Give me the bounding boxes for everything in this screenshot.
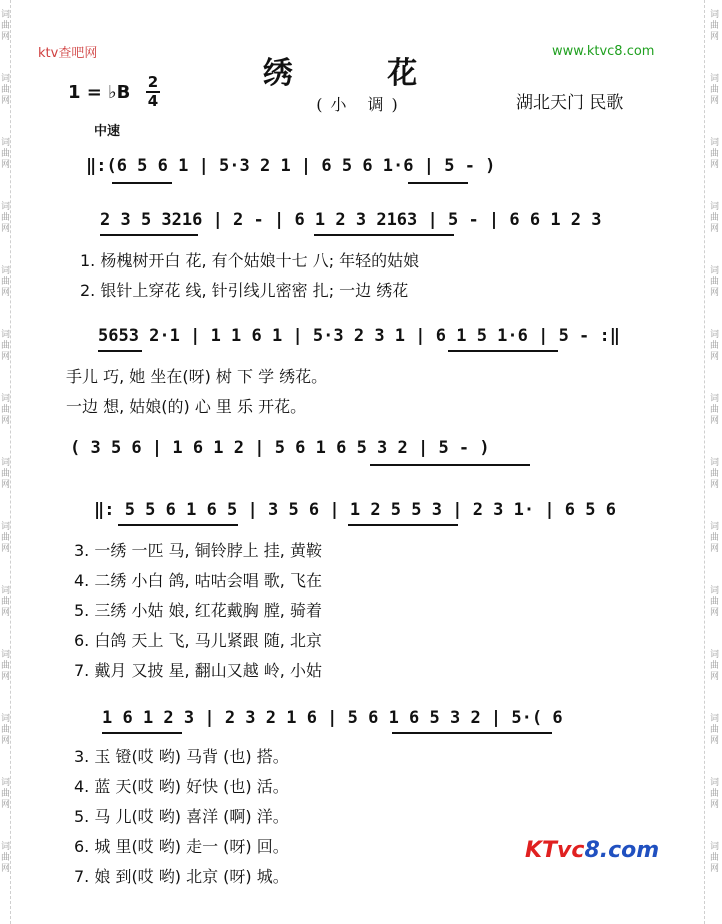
edge-watermark-text: 词曲网 <box>1 330 11 362</box>
beam-line <box>118 524 238 526</box>
edge-watermark-text: 词曲网 <box>710 266 720 298</box>
logo-text-a: KTvc <box>525 838 585 863</box>
left-edge-column <box>10 0 25 924</box>
edge-watermark-text: 词曲网 <box>710 330 720 362</box>
score-row-1-notes: ‖:(6 5 6 1 | 5·3 2 1 | 6 5 6 1·6 | 5 - ) <box>86 156 496 176</box>
lyric-verse-1-row-2: 1. 杨槐树开白 花, 有个姑娘十七 八; 年轻的姑娘 <box>80 251 420 270</box>
edge-watermark-text: 词曲网 <box>710 138 720 170</box>
beam-line <box>314 234 454 236</box>
edge-watermark-text: 词曲网 <box>1 778 11 810</box>
edge-watermark-text: 词曲网 <box>710 714 720 746</box>
beam-line <box>100 234 198 236</box>
edge-watermark-text: 词曲网 <box>710 522 720 554</box>
watermark-left: ktv查吧网 <box>38 46 98 61</box>
edge-watermark-text: 词曲网 <box>710 202 720 234</box>
lyric-verse-5-row-6: 5. 马 儿(哎 哟) 喜洋 (啊) 洋。 <box>74 807 289 826</box>
lyric-verse-3-row-5: 3. 一绣 一匹 马, 铜铃脖上 挂, 黄鞍 <box>74 541 322 560</box>
edge-watermark-text: 词曲网 <box>1 842 11 874</box>
edge-watermark-text: 词曲网 <box>1 138 11 170</box>
key-signature: 1 = ♭B <box>68 82 131 103</box>
edge-watermark-text: 词曲网 <box>1 714 11 746</box>
beam-line <box>98 350 142 352</box>
edge-watermark-text: 词曲网 <box>1 266 11 298</box>
score-row-5-notes: ‖: 5 5 6 1 6 5 | 3 5 6 | 1 2 5 5 3 | 2 3 1· | 6 5 6 <box>94 500 616 520</box>
beam-line <box>102 732 182 734</box>
song-title: 绣 花 <box>262 56 460 91</box>
lyric-verse-4-row-6: 4. 蓝 天(哎 哟) 好快 (也) 活。 <box>74 777 289 796</box>
edge-watermark-text: 词曲网 <box>710 842 720 874</box>
beam-line <box>370 464 530 466</box>
edge-watermark-text: 词曲网 <box>710 74 720 106</box>
edge-watermark-text: 词曲网 <box>1 458 11 490</box>
beam-line <box>112 182 172 184</box>
lyric-verse-6-row-5: 6. 白鸽 天上 飞, 马儿紧跟 随, 北京 <box>74 631 322 650</box>
score-row-3-notes: 5653 2·1 | 1 1 6 1 | 5·3 2 3 1 | 6 1 5 1·6 | 5 - :‖ <box>98 326 620 346</box>
lyric-verse-3-row-6: 3. 玉 镫(哎 哟) 马背 (也) 搭。 <box>74 747 289 766</box>
edge-watermark-text: 词曲网 <box>710 458 720 490</box>
lyric-verse-2-row-2: 2. 银针上穿花 线, 针引线儿密密 扎; 一边 绣花 <box>80 281 409 300</box>
meter-top: 2 <box>147 73 159 91</box>
time-signature <box>146 74 160 110</box>
lyric-verse-7-row-5: 7. 戴月 又披 星, 翻山又越 岭, 小姑 <box>74 661 322 680</box>
watermark-right: www.ktvc8.com <box>552 44 655 59</box>
edge-watermark-text: 词曲网 <box>710 394 720 426</box>
beam-line <box>408 182 468 184</box>
edge-watermark-text: 词曲网 <box>1 10 11 42</box>
meter-bottom: 4 <box>147 92 159 110</box>
edge-watermark-text: 词曲网 <box>710 586 720 618</box>
beam-line <box>348 524 458 526</box>
edge-watermark-text: 词曲网 <box>710 10 720 42</box>
lyric-verse-7-row-6: 7. 娘 到(哎 哟) 北京 (呀) 城。 <box>74 867 289 886</box>
beam-line <box>392 732 552 734</box>
lyric-verse-4-row-5: 4. 二绣 小白 鸽, 咕咕会唱 歌, 飞在 <box>74 571 322 590</box>
edge-watermark-text: 词曲网 <box>1 650 11 682</box>
song-subtitle: (小 调) <box>316 95 406 114</box>
score-row-6-notes: 1 6 1 2 3 | 2 3 2 1 6 | 5 6 1 6 5 3 2 | 5·( 6 <box>102 708 563 728</box>
edge-watermark-text: 词曲网 <box>1 74 11 106</box>
edge-watermark-text: 词曲网 <box>710 650 720 682</box>
edge-watermark-text: 词曲网 <box>1 202 11 234</box>
song-origin: 湖北天门 民歌 <box>516 93 624 113</box>
lyric-verse-2-row-3: 一边 想, 姑娘(的) 心 里 乐 开花。 <box>66 397 307 416</box>
edge-watermark-text: 词曲网 <box>710 778 720 810</box>
tempo-marking: 中速 <box>94 124 121 139</box>
site-logo <box>525 838 659 863</box>
logo-text-b: 8.com <box>584 838 660 863</box>
lyric-verse-6-row-6: 6. 城 里(哎 哟) 走一 (呀) 回。 <box>74 837 289 856</box>
lyric-verse-1-row-3: 手儿 巧, 她 坐在(呀) 树 下 学 绣花。 <box>66 367 328 386</box>
edge-watermark-text: 词曲网 <box>1 586 11 618</box>
lyric-verse-5-row-5: 5. 三绣 小姑 娘, 红花戴胸 膛, 骑着 <box>74 601 322 620</box>
edge-watermark-text: 词曲网 <box>1 394 11 426</box>
edge-watermark-text: 词曲网 <box>1 522 11 554</box>
beam-line <box>448 350 558 352</box>
score-row-4-notes: ( 3 5 6 | 1 6 1 2 | 5 6 1 6 5 3 2 | 5 - ) <box>70 438 490 458</box>
score-row-2-notes: 2 3 5 3216 | 2 - | 6 1 2 3 2163 | 5 - | 6 6 1 2 3 <box>100 210 602 230</box>
